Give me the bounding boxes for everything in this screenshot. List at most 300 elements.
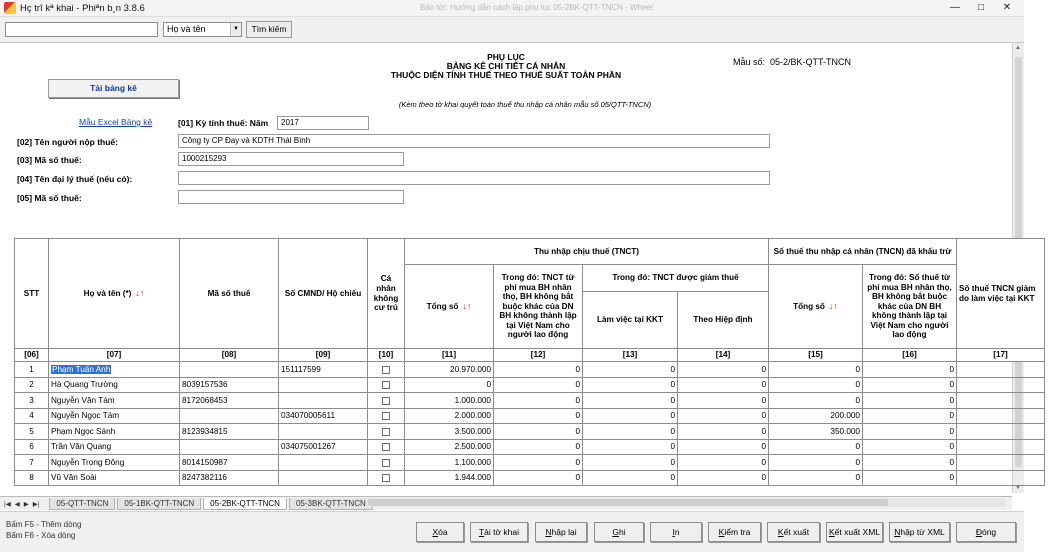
non-resident-checkbox[interactable] xyxy=(368,424,405,440)
full-name-cell-text: Hà Quang Trường xyxy=(51,380,118,390)
total-tax-cell-text: 0 xyxy=(855,364,860,374)
column-code: [06] xyxy=(15,349,49,362)
total-tax-cell[interactable] xyxy=(769,362,863,378)
maximize-button[interactable]: □ xyxy=(977,2,985,13)
total-tax-cell-text: 200.000 xyxy=(830,411,860,421)
income-insurance-cell-text: 0 xyxy=(575,380,580,390)
sheet-tab[interactable]: 05-2BK-QTT-TNCN xyxy=(203,498,287,510)
action-button[interactable] xyxy=(416,522,464,542)
title-line-1: BẢNG KÊ CHI TIẾT CÁ NHÂN xyxy=(446,61,566,71)
pit-reduced-cell[interactable] xyxy=(957,408,1045,424)
full-name-cell[interactable] xyxy=(49,424,180,440)
column-code: [08] xyxy=(180,349,279,362)
tax-code-cell[interactable] xyxy=(180,393,279,409)
checkbox-icon[interactable] xyxy=(382,474,390,482)
detail-table xyxy=(14,238,1045,486)
action-bar xyxy=(0,511,1024,552)
total-tax-cell[interactable] xyxy=(769,377,863,393)
tax-insurance-cell[interactable] xyxy=(863,470,957,486)
phu-luc-heading: PHỤ LỤC xyxy=(487,52,525,62)
income-insurance-cell[interactable] xyxy=(494,455,583,471)
action-button[interactable] xyxy=(767,522,820,542)
search-toolbar xyxy=(0,17,1024,43)
pit-reduced-cell[interactable] xyxy=(957,393,1045,409)
agreement-income-cell[interactable] xyxy=(678,377,769,393)
agreement-income-cell[interactable] xyxy=(678,439,769,455)
total-income-cell-text: 2.500.000 xyxy=(454,442,491,452)
row-number[interactable] xyxy=(15,439,49,455)
button-label-rest: hi xyxy=(619,527,626,537)
action-button[interactable] xyxy=(470,522,528,542)
tax-insurance-cell[interactable] xyxy=(863,455,957,471)
column-code: [16] xyxy=(863,349,957,362)
kkt-income-cell-text: 0 xyxy=(670,426,675,436)
action-button[interactable] xyxy=(889,522,950,542)
col-stt: STT xyxy=(15,239,49,349)
button-label-rest: ết xuất XML xyxy=(834,527,881,537)
total-income-cell[interactable] xyxy=(405,393,494,409)
col-agreement: Theo Hiệp định xyxy=(678,292,769,349)
total-income-cell[interactable] xyxy=(405,424,494,440)
tax-insurance-cell-text: 0 xyxy=(949,395,954,405)
tax-insurance-cell[interactable] xyxy=(863,408,957,424)
tax-code-cell-text: 8123934815 xyxy=(182,426,228,436)
accelerator-key: K xyxy=(777,527,784,537)
search-field-value: Họ và tên xyxy=(167,24,206,34)
scroll-up-icon[interactable]: ▲ xyxy=(1015,45,1021,51)
income-insurance-cell-text: 0 xyxy=(575,426,580,436)
total-tax-cell-text: 0 xyxy=(855,442,860,452)
row-number[interactable] xyxy=(15,424,49,440)
tax-code-label: [03] Mã số thuế: xyxy=(17,155,82,165)
checkbox-icon[interactable] xyxy=(382,412,390,420)
sheet-nav-arrow-icon[interactable]: |◀ xyxy=(4,500,11,508)
tax-insurance-cell-text: 0 xyxy=(949,426,954,436)
col-kkt: Làm việc tại KKT xyxy=(583,292,678,349)
tax-insurance-cell-text: 0 xyxy=(949,411,954,421)
id-passport-cell[interactable] xyxy=(279,424,368,440)
full-name-cell-text: Trần Văn Quang xyxy=(51,442,112,452)
window-controls xyxy=(942,1,1020,15)
full-name-cell[interactable] xyxy=(49,439,180,455)
form-title xyxy=(0,53,1012,80)
column-code-row xyxy=(15,349,1045,362)
tax-insurance-cell[interactable] xyxy=(863,424,957,440)
sheet-nav-arrow-icon[interactable]: ▶ xyxy=(23,500,29,508)
total-tax-cell[interactable] xyxy=(769,439,863,455)
scroll-down-icon[interactable]: ▼ xyxy=(1015,485,1021,491)
full-name-cell[interactable] xyxy=(49,470,180,486)
tax-year-input[interactable]: 2017 xyxy=(277,116,369,130)
tax-insurance-cell-text: 0 xyxy=(949,442,954,452)
action-button[interactable] xyxy=(956,522,1016,542)
row-number[interactable] xyxy=(15,362,49,378)
income-insurance-cell[interactable] xyxy=(494,393,583,409)
kkt-income-cell[interactable] xyxy=(583,393,678,409)
agent-tax-code-label: [05] Mã số thuế: xyxy=(17,193,82,203)
data-grid xyxy=(14,238,1036,495)
tax-insurance-cell[interactable] xyxy=(863,362,957,378)
total-tax-cell-text: 0 xyxy=(855,395,860,405)
table-row[interactable] xyxy=(15,362,1045,378)
kkt-income-cell[interactable] xyxy=(583,439,678,455)
full-name-cell-text: Nguyễn Trọng Đông xyxy=(51,457,125,467)
tax-insurance-cell[interactable] xyxy=(863,439,957,455)
tax-code-cell-text: 8247382116 xyxy=(182,473,227,483)
title-bar xyxy=(0,0,1024,17)
non-resident-checkbox[interactable] xyxy=(368,362,405,378)
tax-code-cell-text: 8039157536 xyxy=(182,380,228,390)
agreement-income-cell[interactable] xyxy=(678,408,769,424)
col-income-insurance: Trong đó: TNCT từ phí mua BH nhân thọ, BH không bắt buộc khác của DN BH không thành lập tại Việt Nam cho người lao động xyxy=(494,265,583,349)
chevron-down-icon[interactable]: ▼ xyxy=(230,23,241,36)
total-income-cell[interactable] xyxy=(405,439,494,455)
income-insurance-cell-text: 0 xyxy=(575,457,580,467)
accelerator-key: T xyxy=(478,527,485,537)
search-field-select[interactable] xyxy=(163,22,242,37)
full-name-cell-text: Phạm Tuấn Anh xyxy=(52,364,111,374)
agreement-income-cell[interactable] xyxy=(678,362,769,378)
action-button[interactable] xyxy=(594,522,644,542)
agreement-income-cell[interactable] xyxy=(678,424,769,440)
accelerator-key: G xyxy=(612,527,619,537)
action-button[interactable] xyxy=(535,522,587,542)
non-resident-checkbox[interactable] xyxy=(368,455,405,471)
group-reduced-income: Trong đó: TNCT được giảm thuế xyxy=(583,265,769,292)
pit-reduced-cell[interactable] xyxy=(957,424,1045,440)
total-income-cell-text: 1.000.000 xyxy=(454,395,491,405)
income-insurance-cell-text: 0 xyxy=(575,473,580,483)
button-label-rest: n xyxy=(674,527,680,537)
sheet-nav-arrow-icon[interactable]: ◀ xyxy=(14,500,20,508)
app-logo-icon xyxy=(4,2,16,14)
row-number-text: 5 xyxy=(29,426,34,436)
pit-reduced-cell[interactable] xyxy=(957,362,1045,378)
column-code: [15] xyxy=(769,349,863,362)
col-full-name-label: Họ và tên (*) xyxy=(83,288,132,298)
row-number[interactable] xyxy=(15,408,49,424)
tax-agent-name-input[interactable] xyxy=(178,171,770,185)
tax-insurance-cell-text: 0 xyxy=(949,457,954,467)
action-button[interactable] xyxy=(826,522,883,542)
col-tax-insurance: Trong đó: Số thuế từ phí mua BH nhân thọ, BH không bắt buộc khác của DN BH không thành lập tại Việt Nam cho người lao động xyxy=(863,265,957,349)
agreement-income-cell-text: 0 xyxy=(761,426,766,436)
full-name-cell[interactable] xyxy=(49,362,180,378)
table-row[interactable] xyxy=(15,377,1045,393)
income-insurance-cell[interactable] xyxy=(494,439,583,455)
column-code: [10] xyxy=(368,349,405,362)
agreement-income-cell-text: 0 xyxy=(761,364,766,374)
full-name-cell[interactable] xyxy=(49,455,180,471)
col-tax-code: Mã số thuế xyxy=(180,239,279,349)
col-full-name[interactable] xyxy=(49,239,180,349)
id-passport-cell-text: 034075001267 xyxy=(281,442,336,452)
sheet-tab[interactable]: 05-QTT-TNCN xyxy=(49,498,115,510)
full-name-cell[interactable] xyxy=(49,377,180,393)
agreement-income-cell-text: 0 xyxy=(761,457,766,467)
checkbox-icon[interactable] xyxy=(382,459,390,467)
tax-insurance-cell-text: 0 xyxy=(949,364,954,374)
kkt-income-cell-text: 0 xyxy=(670,473,675,483)
kkt-income-cell[interactable] xyxy=(583,408,678,424)
tax-code-cell[interactable] xyxy=(180,424,279,440)
sort-icon[interactable]: ↓↑ xyxy=(462,300,472,311)
pit-reduced-cell[interactable] xyxy=(957,439,1045,455)
title-line-2: THUỘC DIỆN TÍNH THUẾ THEO THUẾ SUẤT TOÀN PHẦN xyxy=(390,70,622,80)
income-insurance-cell-text: 0 xyxy=(575,364,580,374)
total-income-cell[interactable] xyxy=(405,377,494,393)
total-income-cell-text: 1.944.000 xyxy=(454,473,491,483)
accelerator-key: Đ xyxy=(975,527,982,537)
total-tax-cell[interactable] xyxy=(769,393,863,409)
table-row[interactable] xyxy=(15,455,1045,471)
full-name-cell[interactable] xyxy=(49,408,180,424)
total-tax-cell-text: 0 xyxy=(855,380,860,390)
kkt-income-cell-text: 0 xyxy=(670,380,675,390)
row-number[interactable] xyxy=(15,377,49,393)
sheet-nav xyxy=(4,500,43,508)
id-passport-cell[interactable] xyxy=(279,362,368,378)
form-number xyxy=(733,57,851,67)
sort-icon[interactable]: ↓↑ xyxy=(828,300,838,311)
sheet-tab[interactable]: 05-1BK-QTT-TNCN xyxy=(117,498,201,510)
tax-agent-name-label: [04] Tên đại lý thuế (nếu có): xyxy=(17,174,133,184)
tax-insurance-cell-text: 0 xyxy=(949,473,954,483)
tax-code-cell[interactable] xyxy=(180,362,279,378)
accelerator-key: K xyxy=(828,527,835,537)
column-code: [11] xyxy=(405,349,494,362)
id-passport-cell-text: 151117599 xyxy=(281,364,321,374)
sheet-tabs xyxy=(49,498,374,510)
excel-template-link[interactable]: Mẫu Excel Bảng kê xyxy=(79,117,153,127)
button-label-rest: óng xyxy=(981,527,997,537)
column-code: [14] xyxy=(678,349,769,362)
id-passport-cell[interactable] xyxy=(279,439,368,455)
non-resident-checkbox[interactable] xyxy=(368,377,405,393)
taxpayer-name-label: [02] Tên người nộp thuế: xyxy=(17,137,118,147)
tax-code-cell-text: 8014150987 xyxy=(182,457,228,467)
row-number[interactable] xyxy=(15,455,49,471)
full-name-cell-text: Phạm Ngọc Sánh xyxy=(51,426,116,436)
row-number-text: 7 xyxy=(29,457,34,467)
kkt-income-cell-text: 0 xyxy=(670,411,675,421)
minimize-button[interactable]: — xyxy=(950,2,960,13)
total-tax-cell[interactable] xyxy=(769,455,863,471)
sort-icon[interactable]: ↓↑ xyxy=(135,287,145,298)
row-number-text: 8 xyxy=(29,473,34,483)
col-total-income-label: Tổng số xyxy=(426,301,459,311)
column-code: [09] xyxy=(279,349,368,362)
tax-code-cell[interactable] xyxy=(180,470,279,486)
table-body xyxy=(15,362,1045,486)
income-insurance-cell-text: 0 xyxy=(575,395,580,405)
agreement-income-cell-text: 0 xyxy=(761,473,766,483)
accelerator-key: X xyxy=(432,527,439,537)
accelerator-key: K xyxy=(718,527,725,537)
id-passport-cell-text: 034070005611 xyxy=(281,411,336,421)
window-caption-faded: Bảo tới: Hướng dẫn cách lập phụ lục 05-2BK-QTT-TNCN - Wheel xyxy=(420,3,653,12)
income-insurance-cell[interactable] xyxy=(494,408,583,424)
total-tax-cell-text: 0 xyxy=(855,473,860,483)
id-passport-cell[interactable] xyxy=(279,377,368,393)
row-number-text: 2 xyxy=(29,380,34,390)
income-insurance-cell-text: 0 xyxy=(575,442,580,452)
tax-code-cell[interactable] xyxy=(180,408,279,424)
tax-insurance-cell[interactable] xyxy=(863,377,957,393)
table-row[interactable] xyxy=(15,408,1045,424)
non-resident-checkbox[interactable] xyxy=(368,439,405,455)
total-tax-cell-text: 350.000 xyxy=(830,426,860,436)
button-label-rest: hập lại xyxy=(551,527,577,537)
pit-reduced-cell[interactable] xyxy=(957,455,1045,471)
col-total-tax[interactable] xyxy=(769,265,863,349)
total-tax-cell[interactable] xyxy=(769,408,863,424)
pit-reduced-cell[interactable] xyxy=(957,377,1045,393)
agreement-income-cell-text: 0 xyxy=(761,380,766,390)
agreement-income-cell[interactable] xyxy=(678,393,769,409)
col-id-passport: Số CMND/ Hộ chiếu xyxy=(279,239,368,349)
form-header xyxy=(0,43,1012,240)
pit-reduced-cell[interactable] xyxy=(957,470,1045,486)
row-number[interactable] xyxy=(15,470,49,486)
id-passport-cell[interactable] xyxy=(279,393,368,409)
search-button[interactable]: Tìm kiếm xyxy=(246,21,292,38)
kkt-income-cell-text: 0 xyxy=(670,457,675,467)
col-non-resident: Cá nhân không cư trú xyxy=(368,239,405,349)
checkbox-icon[interactable] xyxy=(382,366,390,374)
income-insurance-cell[interactable] xyxy=(494,377,583,393)
id-passport-cell[interactable] xyxy=(279,408,368,424)
search-input[interactable] xyxy=(5,22,158,37)
kkt-income-cell[interactable] xyxy=(583,455,678,471)
checkbox-icon[interactable] xyxy=(382,443,390,451)
column-code: [12] xyxy=(494,349,583,362)
button-label-rest: ải tờ khai xyxy=(484,527,520,537)
table-row[interactable] xyxy=(15,439,1045,455)
total-income-cell-text: 3.500.000 xyxy=(454,426,491,436)
row-number-text: 4 xyxy=(29,411,34,421)
tax-period-label: [01] Kỳ tính thuế: Năm xyxy=(178,118,269,128)
button-label-rest: iểm tra xyxy=(724,527,751,537)
col-total-tax-label: Tổng số xyxy=(793,301,825,311)
mau-so-value: 05-2/BK-QTT-TNCN xyxy=(770,57,852,67)
window-title: Hç trî kª khai - Phiªn b¸n 3.8.6 xyxy=(20,2,145,14)
row-number[interactable] xyxy=(15,393,49,409)
total-tax-cell[interactable] xyxy=(769,424,863,440)
agreement-income-cell-text: 0 xyxy=(761,395,766,405)
kkt-income-cell-text: 0 xyxy=(670,395,675,405)
checkbox-icon[interactable] xyxy=(382,397,390,405)
id-passport-cell[interactable] xyxy=(279,455,368,471)
total-income-cell-text: 1.100.000 xyxy=(454,457,491,467)
button-label-rest: ết xuất xyxy=(783,527,810,537)
taxpayer-name-input[interactable]: Công ty CP Đay và KDTH Thái Bình xyxy=(178,134,770,148)
full-name-cell-text: Nguyễn Ngọc Tám xyxy=(51,411,120,421)
load-list-button[interactable]: Tải bảng kê xyxy=(48,79,179,98)
row-number-text: 3 xyxy=(29,395,34,405)
total-tax-cell-text: 0 xyxy=(855,457,860,467)
kkt-income-cell-text: 0 xyxy=(670,364,675,374)
action-button[interactable] xyxy=(650,522,702,542)
total-income-cell[interactable] xyxy=(405,408,494,424)
action-button[interactable] xyxy=(708,522,761,542)
kkt-income-cell[interactable] xyxy=(583,362,678,378)
kkt-income-cell[interactable] xyxy=(583,470,678,486)
column-code: [17] xyxy=(957,349,1045,362)
horizontal-scroll-thumb[interactable] xyxy=(368,499,888,506)
kkt-income-cell[interactable] xyxy=(583,424,678,440)
table-row[interactable] xyxy=(15,393,1045,409)
total-income-cell-text: 0 xyxy=(486,380,491,390)
income-insurance-cell[interactable] xyxy=(494,424,583,440)
col-total-income[interactable] xyxy=(405,265,494,349)
agreement-income-cell[interactable] xyxy=(678,470,769,486)
total-income-cell[interactable] xyxy=(405,470,494,486)
mau-so-label: Mẫu số: xyxy=(733,57,766,67)
non-resident-checkbox[interactable] xyxy=(368,393,405,409)
row-number-text: 6 xyxy=(29,442,34,452)
group-pit-withheld: Số thuế thu nhập cá nhân (TNCN) đã khấu trừ xyxy=(769,239,957,265)
accelerator-key: N xyxy=(894,527,901,537)
button-label-rest: óa xyxy=(438,527,448,537)
non-resident-checkbox[interactable] xyxy=(368,408,405,424)
total-income-cell-text: 20.970.000 xyxy=(450,364,491,374)
income-insurance-cell[interactable] xyxy=(494,470,583,486)
agreement-income-cell-text: 0 xyxy=(761,411,766,421)
income-insurance-cell-text: 0 xyxy=(575,411,580,421)
hint-delete-row: Bấm F6 - Xóa dòng xyxy=(6,531,76,540)
group-taxable-income: Thu nhập chịu thuế (TNCT) xyxy=(405,239,769,265)
full-name-cell-text: Vũ Văn Soái xyxy=(51,473,97,483)
tax-code-input[interactable]: 1000215293 xyxy=(178,152,404,166)
checkbox-icon[interactable] xyxy=(382,381,390,389)
sheet-tab[interactable]: 05-3BK-QTT-TNCN xyxy=(289,498,373,510)
hint-add-row: Bấm F5 - Thêm dòng xyxy=(6,520,82,529)
checkbox-icon[interactable] xyxy=(382,428,390,436)
column-code: [13] xyxy=(583,349,678,362)
total-tax-cell[interactable] xyxy=(769,470,863,486)
column-code: [07] xyxy=(49,349,180,362)
row-number-text: 1 xyxy=(29,364,34,374)
tax-code-cell[interactable] xyxy=(180,439,279,455)
id-passport-cell[interactable] xyxy=(279,470,368,486)
full-name-cell[interactable] xyxy=(49,393,180,409)
table-row[interactable] xyxy=(15,470,1045,486)
horizontal-scrollbar[interactable] xyxy=(366,498,1006,507)
tax-code-cell[interactable] xyxy=(180,455,279,471)
button-label-rest: hập từ XML xyxy=(900,527,945,537)
attached-note: (Kèm theo tờ khai quyết toán thuế thu nhập cá nhân mẫu số 05/QTT-TNCN) xyxy=(398,100,652,109)
income-insurance-cell[interactable] xyxy=(494,362,583,378)
close-button[interactable]: ✕ xyxy=(1002,2,1012,13)
kkt-income-cell[interactable] xyxy=(583,377,678,393)
non-resident-checkbox[interactable] xyxy=(368,470,405,486)
tax-code-cell-text: 8172068453 xyxy=(182,395,228,405)
agreement-income-cell[interactable] xyxy=(678,455,769,471)
total-income-cell[interactable] xyxy=(405,455,494,471)
accelerator-key: I xyxy=(672,527,675,537)
total-income-cell[interactable] xyxy=(405,362,494,378)
sheet-nav-arrow-icon[interactable]: ▶| xyxy=(32,500,40,508)
tax-insurance-cell[interactable] xyxy=(863,393,957,409)
tax-insurance-cell-text: 0 xyxy=(949,380,954,390)
kkt-income-cell-text: 0 xyxy=(670,442,675,452)
agent-tax-code-input[interactable] xyxy=(178,190,404,204)
agreement-income-cell-text: 0 xyxy=(761,442,766,452)
table-row[interactable] xyxy=(15,424,1045,440)
full-name-cell-text: Nguyễn Văn Tám xyxy=(51,395,115,405)
tax-code-cell[interactable] xyxy=(180,377,279,393)
